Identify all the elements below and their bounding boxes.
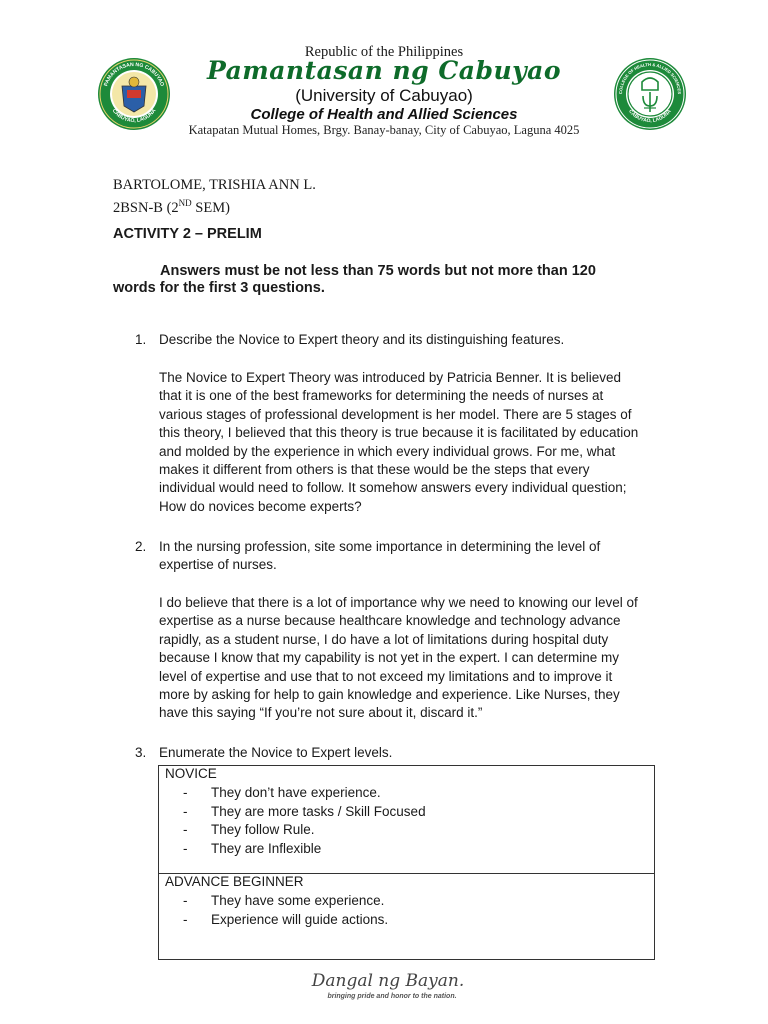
answer-line: that it is one of the best frameworks for determining the needs of nurses at [159, 388, 604, 404]
answer-line: expertise as a nurse because healthcare knowledge and technology advance [159, 613, 621, 629]
college-name: College of Health and Allied Sciences [250, 106, 518, 123]
question-text: Describe the Novice to Expert theory and its distinguishing features. [159, 332, 565, 347]
answer-line: more by asking for help to gain knowledge and experience. Like Nurses, they [159, 687, 620, 703]
republic-line: Republic of the Philippines [304, 44, 464, 60]
answer-line: various stages of professional development is her model. There are 5 stages of [159, 406, 632, 422]
list-item: - They are more tasks / Skill Focused [183, 803, 426, 822]
level-cell-novice [159, 766, 654, 874]
level-items [183, 892, 388, 929]
answer-line: this theory, I believed that this theory is true because it is facilitated by education [159, 425, 639, 441]
svg-text:COLLEGE OF HEALTH & ALLIED SCI: COLLEGE OF HEALTH & ALLIED SCIENCES [617, 61, 683, 95]
svg-text:PAMANTASAN NG CABUYAO: PAMANTASAN NG CABUYAO [103, 61, 165, 88]
instructions-line: Answers must be not less than 75 words but not more than 120 [160, 263, 596, 279]
level-name: NOVICE [165, 766, 217, 781]
bullet-dash: - [183, 822, 188, 838]
university-english-name: (University of Cabuyao) [295, 86, 473, 105]
bullet-dash: - [183, 803, 188, 819]
bullet-dash: - [183, 911, 188, 927]
level-items [183, 784, 426, 858]
svg-text:CABUYAO, LAGUNA: CABUYAO, LAGUNA [627, 108, 673, 125]
bullet-dash: - [183, 893, 188, 908]
list-item: - They are Inflexible [183, 840, 426, 859]
question-number: 3. [135, 745, 147, 760]
question-number: 2. [135, 539, 147, 554]
level-cell-advance-beginner [159, 874, 654, 959]
answer-line: rapidly, as a student nurse, I do have a lot of limitations during hospital duty [159, 631, 609, 647]
levels-table [158, 765, 655, 960]
list-item: - Experience will guide actions. [183, 911, 388, 930]
student-name: BARTOLOME, TRISHIA ANN L. [113, 177, 316, 193]
answer-line: have this saying “If you’re not sure about it, discard it.” [159, 705, 483, 721]
question-line: In the nursing profession, site some importance in determining the level of [159, 539, 601, 554]
answer-line: I do believe that there is a lot of importance why we need to knowing our level of [159, 595, 638, 610]
answer-line: The Novice to Expert Theory was introduced by Patricia Benner. It is believed [159, 370, 621, 385]
student-section: 2BSN-B (2ND SEM) [113, 198, 230, 216]
list-item: - They don’t have experience. [183, 784, 426, 803]
answer-1 [159, 369, 659, 516]
university-address: Katapatan Mutual Homes, Brgy. Banay-banay, City of Cabuyao, Laguna 4025 [188, 123, 580, 137]
answer-2 [159, 594, 659, 723]
question-line: expertise of nurses. [159, 557, 277, 573]
list-item: - They follow Rule. [183, 821, 426, 840]
question-text [159, 538, 659, 575]
question-text: Enumerate the Novice to Expert levels. [159, 745, 393, 760]
svg-text:CABUYAO, LAGUNA: CABUYAO, LAGUNA [110, 107, 158, 125]
footer-motto: Dangal ng Bayan. [311, 971, 465, 991]
activity-instructions [113, 263, 633, 297]
answer-line: individual would need to follow. It somehow answers every individual question; [159, 480, 627, 496]
footer-tagline: bringing pride and honor to the nation. [327, 993, 457, 1000]
answer-line: How do novices become experts? [159, 498, 362, 514]
list-item: - They have some experience. [183, 892, 388, 911]
bullet-dash: - [183, 785, 188, 800]
bullet-dash: - [183, 840, 188, 856]
answer-line: because I know that my capability is not yet in the expert. I can determine my [159, 650, 619, 666]
answer-line: and molded by the experience in which every individual grows. For me, what [159, 443, 616, 459]
student-info [113, 176, 316, 217]
answer-line: makes it different from others is that these would be the steps that every [159, 462, 590, 478]
question-number: 1. [135, 332, 147, 347]
university-name: Pamantasan ng Cabuyao [206, 56, 562, 85]
activity-title: ACTIVITY 2 – PRELIM [113, 226, 262, 242]
level-name: ADVANCE BEGINNER [165, 874, 304, 889]
instructions-line: words for the first 3 questions. [113, 280, 325, 296]
answer-line: level of expertise and use that to not exceed my limitations and to improve it [159, 668, 613, 684]
footer-motto-logo [308, 968, 468, 1004]
